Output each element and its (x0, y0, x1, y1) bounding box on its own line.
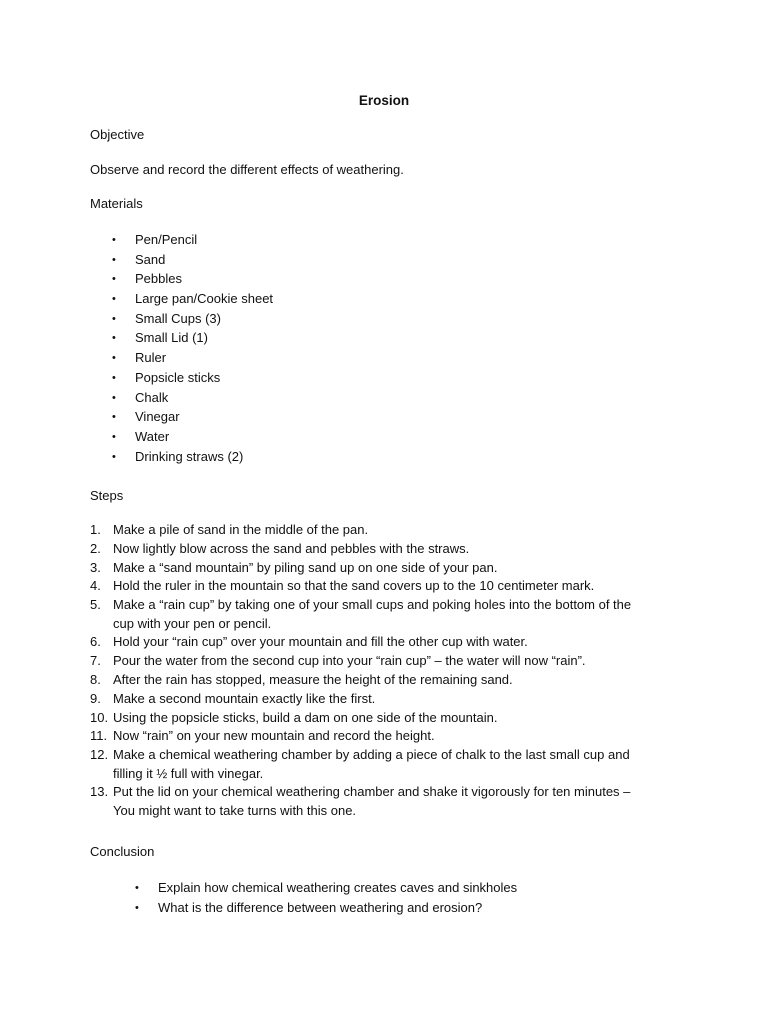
step-item (90, 577, 690, 596)
step-item (90, 690, 690, 709)
steps-heading: Steps (90, 488, 124, 503)
material-item: Large pan/Cookie sheet (135, 291, 274, 307)
step-text: Put the lid on your chemical weathering chamber and shake it vigorously for ten minutes – (113, 784, 631, 800)
step-text-continuation: You might want to take turns with this one. (113, 802, 357, 818)
material-item: Water (135, 428, 170, 444)
step-item (90, 559, 690, 578)
bullet-icon: • (112, 352, 116, 365)
step-item (90, 596, 690, 633)
step-text: Now lightly blow across the sand and pebbles with the straws. (113, 540, 470, 556)
document-title: Erosion (358, 93, 410, 108)
step-item (90, 727, 690, 746)
step-number: 6. (90, 634, 101, 650)
material-item: Small Cups (3) (135, 310, 221, 326)
material-item: Pen/Pencil (135, 232, 198, 247)
bullet-icon: • (112, 332, 116, 345)
step-number: 8. (90, 671, 101, 687)
step-number: 11. (90, 728, 108, 744)
bullet-icon: • (112, 273, 116, 286)
material-item: Drinking straws (2) (135, 448, 244, 464)
bullet-icon: • (135, 901, 139, 914)
step-item (90, 709, 690, 728)
step-text-continuation: filling it ½ full with vinegar. (113, 765, 264, 781)
bullet-icon: • (112, 411, 116, 424)
step-text: Make a pile of sand in the middle of the pan. (113, 522, 369, 537)
material-item: Small Lid (1) (135, 330, 208, 346)
step-item (90, 633, 690, 652)
step-item (90, 540, 690, 559)
objective-heading: Objective (90, 127, 145, 142)
bullet-icon: • (112, 312, 116, 325)
step-text: Make a second mountain exactly like the first. (113, 690, 376, 706)
objective-text: Observe and record the different effects of weathering. (90, 162, 404, 177)
bullet-icon: • (112, 293, 116, 306)
step-number: 5. (90, 597, 101, 613)
bullet-icon: • (112, 430, 116, 443)
step-number: 4. (90, 578, 101, 594)
step-number: 13. (90, 784, 109, 800)
step-item (90, 652, 690, 671)
step-number: 3. (90, 559, 101, 575)
bullet-icon: • (112, 371, 116, 384)
bullet-icon: • (112, 253, 116, 266)
step-text: Make a “rain cup” by taking one of your small cups and poking holes into the bottom of the (113, 597, 632, 613)
steps-list (90, 521, 690, 821)
material-item: Pebbles (135, 271, 182, 287)
step-item (90, 746, 690, 783)
step-text: Using the popsicle sticks, build a dam on one side of the mountain. (113, 709, 498, 725)
material-item: Sand (135, 251, 166, 267)
step-text: Make a “sand mountain” by piling sand up on one side of your pan. (113, 559, 498, 575)
step-item (90, 783, 690, 820)
bullet-icon: • (135, 882, 139, 894)
step-text: Make a chemical weathering chamber by adding a piece of chalk to the last small cup and (113, 747, 630, 763)
conclusion-heading: Conclusion (90, 844, 155, 859)
bullet-icon: • (112, 391, 116, 404)
material-item: Ruler (135, 350, 167, 366)
bullet-icon: • (112, 234, 116, 246)
step-number: 9. (90, 690, 101, 706)
step-text: Hold your “rain cup” over your mountain and fill the other cup with water. (113, 634, 528, 650)
step-text-continuation: cup with your pen or pencil. (113, 615, 272, 631)
conclusion-item: What is the difference between weathering and erosion? (158, 899, 483, 915)
step-text: After the rain has stopped, measure the height of the remaining sand. (113, 671, 513, 687)
step-number: 7. (90, 653, 101, 669)
material-item: Vinegar (135, 409, 180, 425)
material-item: Chalk (135, 389, 169, 405)
step-number: 12. (90, 747, 109, 763)
step-item (90, 521, 690, 540)
step-text: Pour the water from the second cup into your “rain cup” – the water will now “rain”. (113, 653, 586, 669)
bullet-icon: • (112, 450, 116, 463)
step-item (90, 671, 690, 690)
materials-heading: Materials (90, 196, 143, 211)
step-number: 10. (90, 709, 109, 725)
material-item: Popsicle sticks (135, 369, 221, 385)
step-number: 1. (90, 522, 101, 537)
step-text: Now “rain” on your new mountain and record the height. (113, 728, 435, 744)
step-text: Hold the ruler in the mountain so that the sand covers up to the 10 centimeter mark. (113, 578, 595, 594)
step-number: 2. (90, 540, 101, 556)
conclusion-item: Explain how chemical weathering creates caves and sinkholes (158, 880, 518, 895)
